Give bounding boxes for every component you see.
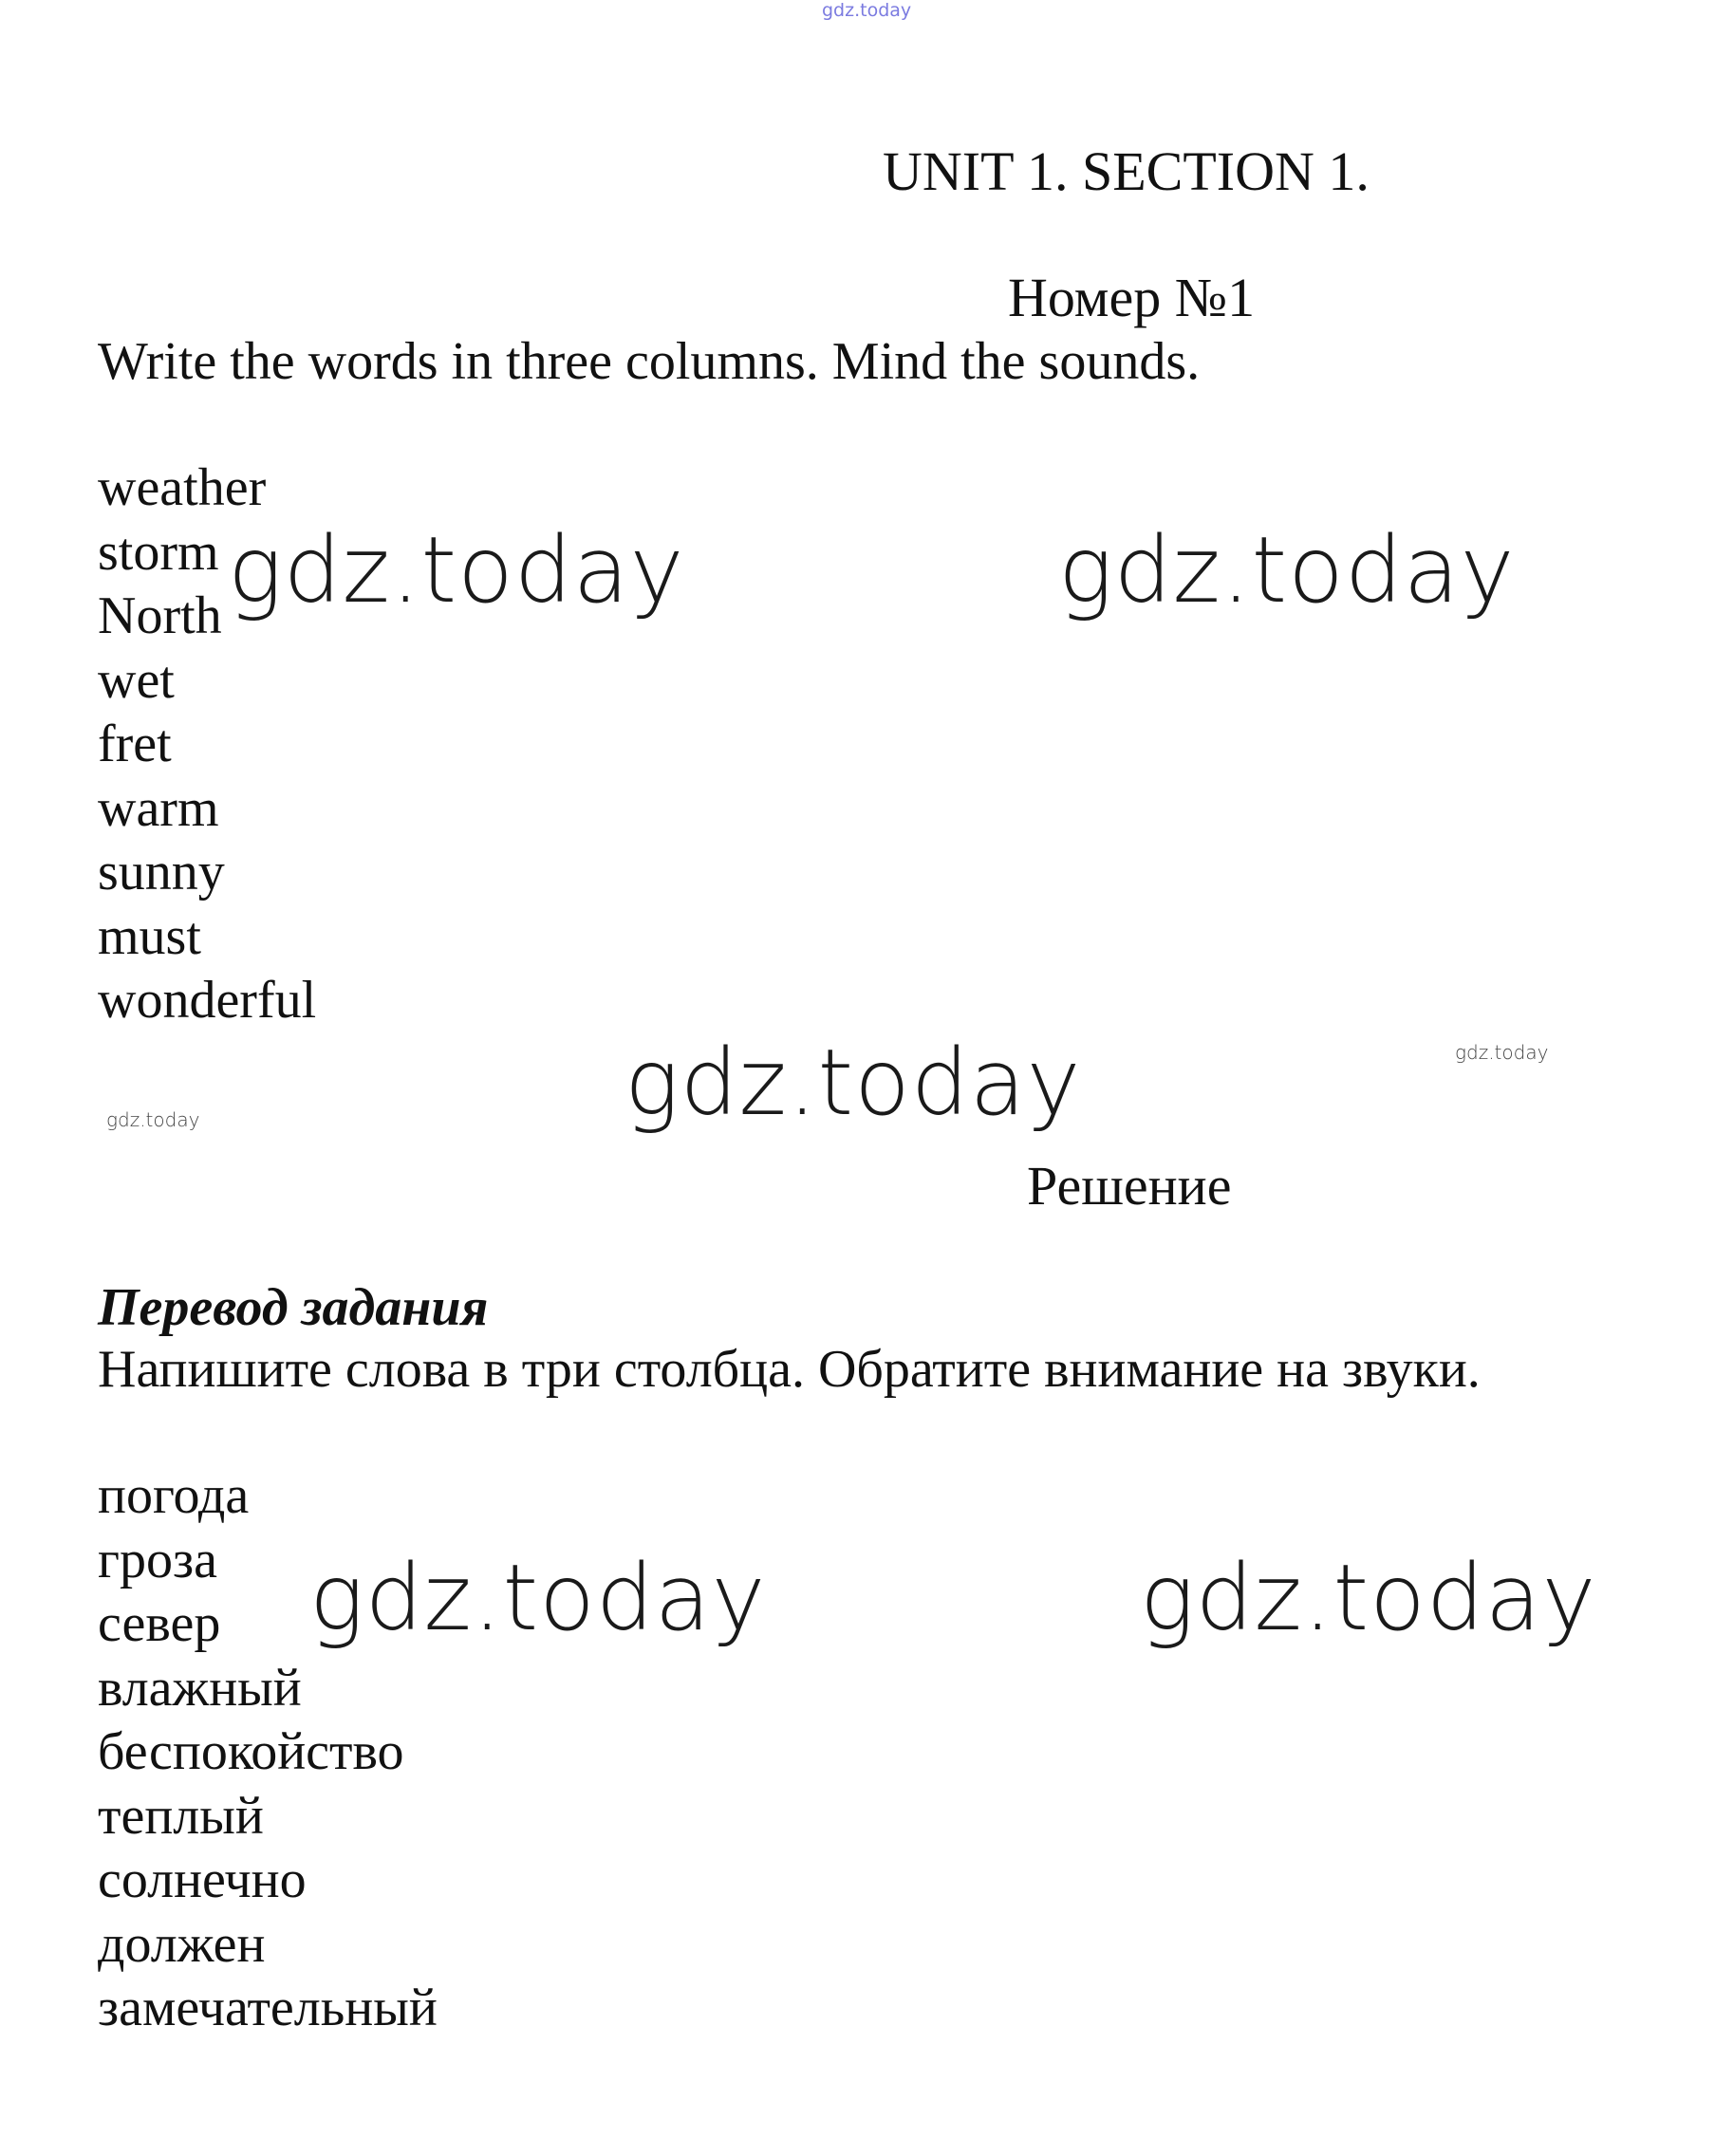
list-item: гроза bbox=[98, 1530, 217, 1589]
list-item: sunny bbox=[98, 843, 225, 901]
translation-instruction: Напишите слова в три столбца. Обратите внимание на звуки. bbox=[98, 1340, 1481, 1399]
list-item: север bbox=[98, 1594, 221, 1653]
watermark: gdz.today bbox=[228, 517, 685, 623]
list-item: wet bbox=[98, 650, 175, 710]
list-item: storm bbox=[98, 522, 219, 582]
list-item: warm bbox=[98, 778, 219, 838]
watermark: gdz.today bbox=[1058, 517, 1516, 623]
watermark: gdz.today bbox=[309, 1545, 767, 1651]
list-item: fret bbox=[98, 715, 172, 773]
list-item: North bbox=[98, 586, 222, 645]
top-watermark: gdz.today bbox=[822, 0, 912, 21]
translation-heading: Перевод задания bbox=[98, 1278, 489, 1337]
list-item: must bbox=[98, 906, 201, 966]
list-item: должен bbox=[98, 1914, 266, 1974]
list-item: wonderful bbox=[98, 971, 317, 1030]
list-item: солнечно bbox=[98, 1850, 307, 1909]
unit-title: UNIT 1. SECTION 1. bbox=[883, 140, 1370, 202]
watermark: gdz.today bbox=[624, 1030, 1082, 1136]
list-item: замечательный bbox=[98, 1979, 438, 2037]
task-number: Номер №1 bbox=[1008, 267, 1256, 328]
watermark: gdz.today bbox=[1140, 1545, 1597, 1651]
watermark: gdz.today bbox=[106, 1108, 200, 1131]
list-item: погода bbox=[98, 1466, 250, 1525]
list-item: теплый bbox=[98, 1786, 264, 1846]
list-item: влажный bbox=[98, 1658, 302, 1718]
list-item: беспокойство bbox=[98, 1722, 404, 1781]
list-item: weather bbox=[98, 458, 267, 517]
watermark: gdz.today bbox=[1455, 1041, 1549, 1064]
task-instruction: Write the words in three columns. Mind the sounds. bbox=[98, 332, 1201, 391]
solution-title: Решение bbox=[1027, 1155, 1232, 1217]
